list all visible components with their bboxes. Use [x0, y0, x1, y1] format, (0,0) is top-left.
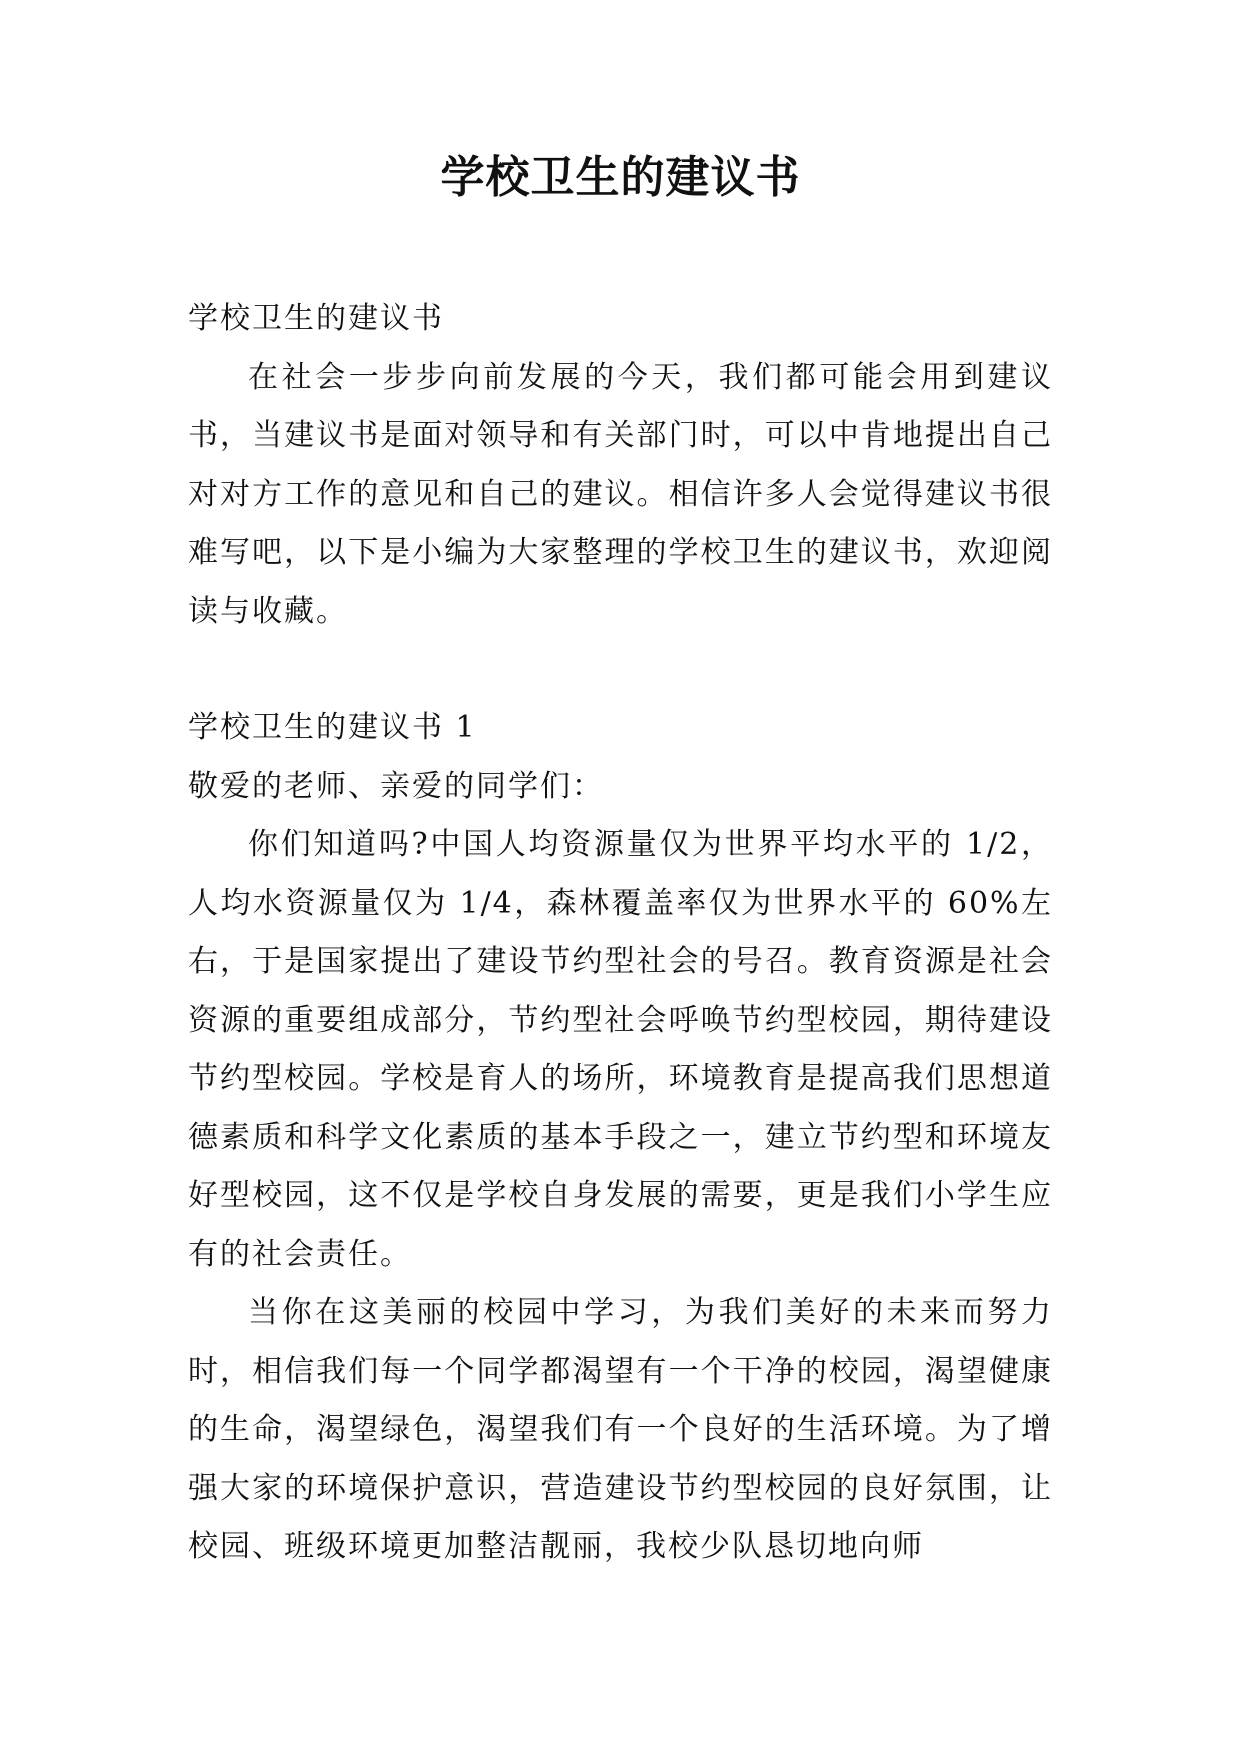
body-paragraph-1: 你们知道吗?中国人均资源量仅为世界平均水平的 1/2，人均水资源量仅为 1/4，森林覆盖率仅为世界水平的 60%左右，于是国家提出了建设节约型社会的号召。教育资源是社会资源的重要组成部分，节约型社会呼唤节约型校园，期待建设节约型校园。学校是育人的场所，环境教育是提高我们思想道德素质和科学文化素质的基本手段之一，建立节约型和环境友好型校园，这不仅是学校自身发展的需要，更是我们小学生应有的社会责任。 — [188, 827, 1053, 1272]
document-body — [188, 290, 1053, 1577]
document-subtitle: 学校卫生的建议书 — [188, 301, 444, 336]
body-paragraph-2: 当你在这美丽的校园中学习，为我们美好的未来而努力时，相信我们每一个同学都渴望有一个干净的校园，渴望健康的生命，渴望绿色，渴望我们有一个良好的生活环境。为了增强大家的环境保护意识，营造建设节约型校园的良好氛围，让校园、班级环境更加整洁靓丽，我校少队恳切地向师 — [188, 1295, 1053, 1564]
section-heading: 学校卫生的建议书 1 — [188, 710, 477, 745]
intro-paragraph: 在社会一步步向前发展的今天，我们都可能会用到建议书，当建议书是面对领导和有关部门时，可以中肯地提出自己对对方工作的意见和自己的建议。相信许多人会觉得建议书很难写吧，以下是小编为大家整理的学校卫生的建议书，欢迎阅读与收藏。 — [188, 359, 1053, 629]
document-title: 学校卫生的建议书 — [440, 152, 801, 203]
salutation: 敬爱的老师、亲爱的同学们： — [188, 768, 604, 804]
